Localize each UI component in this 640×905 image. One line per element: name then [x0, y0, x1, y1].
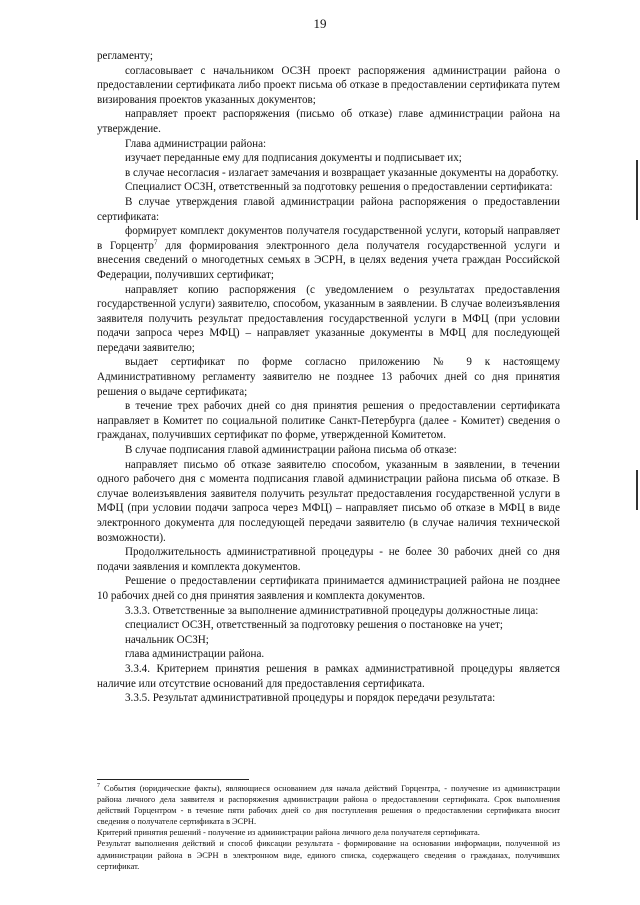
body-paragraph	[97, 458, 560, 546]
body-paragraph	[97, 633, 560, 648]
footnote-mark: 7	[97, 783, 100, 790]
footnote-item	[97, 783, 560, 827]
paragraph-text: Решение о предоставлении сертификата принимается администрацией района не позднее 10 рабочих дней со дня принятия заявления и комплекта документов.	[97, 575, 560, 602]
footnote-text: События (юридические факты), являющиеся основанием для начала действий Горцентра, - получение из администрации района личного дела заявителя и распоряжения администрации района о предоставлении сертификата. Срок выполнения действий Горцентром - в течение пяти рабочих дней со дня поступления решения о предоставлении сертификата вносит сведения о получателе сертификата в ЭСРН.	[97, 784, 560, 827]
paragraph-text: 3.3.4. Критерием принятия решения в рамках административной процедуры является наличие или отсутствие оснований для предоставления сертификата.	[97, 662, 560, 690]
page-number: 19	[313, 16, 327, 31]
paragraph-text: выдает сертификат по форме согласно приложению № 9 к настоящему Административному регламенту заявителю не позднее 13 рабочих дней со дня принятия решения о выдаче сертификата;	[97, 356, 560, 398]
body-paragraph	[97, 574, 560, 603]
scan-edge-mark	[636, 470, 638, 510]
paragraph-text: направляет письмо об отказе заявителю способом, указанным в заявлении, в течении одного рабочего дня с момента подписания главой администрации района письма об отказе. В случае волеизъявления заявителя получить результат предоставления государственной услуги в МФЦ (при условии подачи запроса через МФЦ) – направляет письмо об отказе в МФЦ в виде электронного документа для последующей передачи заявителю (в случае наличия технической возможности).	[97, 458, 560, 544]
body-paragraph	[97, 49, 560, 64]
footnote-text: Результат выполнения действий и способ фиксации результата - формирование на основании информации, полученной из администрации района в ЭСРН в электронном виде, единого списка, содержащего сведения о гражданах, получивших сертификат.	[97, 839, 560, 871]
paragraph-text: специалист ОСЗН, ответственный за подготовку решения о постановке на учет;	[125, 619, 503, 632]
body-paragraph	[97, 180, 560, 195]
paragraph-text: регламенту;	[97, 50, 153, 62]
paragraph-text: направляет копию распоряжения (с уведомлением о результатах предоставления государственной услуги) заявителю, способом, указанным в заявлении. В случае волеизъявления заявителя получить результат предоставления государственной услуги в МФЦ (при условии подачи запроса через МФЦ) – направляет указанные документы в МФЦ для последующей передачи заявителю;	[97, 283, 560, 354]
body-paragraph	[97, 283, 560, 356]
body-paragraph	[97, 195, 560, 224]
footnotes	[97, 783, 560, 872]
paragraph-text: В случае подписания главой администрации района письма об отказе:	[125, 444, 457, 457]
body-paragraph	[97, 604, 560, 619]
paragraph-text: глава администрации района.	[125, 648, 265, 661]
body-paragraph	[97, 224, 560, 282]
document-body	[97, 49, 560, 706]
paragraph-text: Глава администрации района:	[125, 137, 267, 150]
paragraph-text: направляет проект распоряжения (письмо об отказе) главе администрации района на утверждение.	[97, 108, 560, 135]
paragraph-text: Специалист ОСЗН, ответственный за подготовку решения о предоставлении сертификата:	[125, 181, 553, 194]
paragraph-text: 3.3.3. Ответственные за выполнение административной процедуры должностные лица:	[125, 604, 539, 617]
body-paragraph	[97, 64, 560, 108]
paragraph-text: начальник ОСЗН;	[125, 633, 209, 646]
body-paragraph	[97, 399, 560, 443]
body-paragraph	[97, 691, 560, 706]
footnote-item	[97, 827, 560, 838]
paragraph-text: изучает переданные ему для подписания документы и подписывает их;	[125, 152, 462, 165]
body-paragraph	[97, 355, 560, 399]
paragraph-text: в течение трех рабочих дней со дня принятия решения о предоставлении сертификата направляет в Комитет по социальной политике Санкт-Петербурга (далее - Комитет) сведения о гражданах, получивших сертификат по форме, утвержденной Комитетом.	[97, 400, 560, 442]
paragraph-text: В случае утверждения главой администрации района распоряжения о предоставлении сертификата:	[97, 195, 560, 223]
body-paragraph	[97, 107, 560, 136]
paragraph-text: формирует комплект документов получателя государственной услуги, который направляет в Горцентр	[97, 225, 560, 252]
footnote-text: Критерий принятия решений - получение из администрации района личного дела получателя сертификата.	[97, 828, 480, 838]
scan-edge-mark	[636, 160, 638, 220]
body-paragraph	[97, 137, 560, 152]
paragraph-text: 3.3.5. Результат административной процедуры и порядок передачи результата:	[125, 692, 496, 705]
body-paragraph	[97, 618, 560, 633]
paragraph-text: в случае несогласия - излагает замечания и возвращает указанные документы на доработку.	[125, 166, 559, 179]
paragraph-text: согласовывает с начальником ОСЗН проект распоряжения администрации района о предоставлении сертификата либо проект письма об отказе в предоставлении сертификата путем визирования проектов указанных документов;	[97, 64, 560, 106]
paragraph-text: Продолжительность административной процедуры - не более 30 рабочих дней со дня подачи заявления и комплекта документов.	[97, 546, 560, 573]
paragraph-text: для формирования электронного дела получателя государственной услуги и внесения сведений о многодетных семьях в ЭСРН, в целях ведения учета граждан Российской Федерации, получивших сертификат;	[97, 239, 560, 281]
body-paragraph	[97, 166, 560, 181]
body-paragraph	[97, 443, 560, 458]
body-paragraph	[97, 151, 560, 166]
footnote-item	[97, 838, 560, 871]
body-paragraph	[97, 545, 560, 574]
footnote-separator	[97, 779, 249, 780]
footnote-ref: 7	[153, 238, 158, 247]
body-paragraph	[97, 662, 560, 691]
body-paragraph	[97, 647, 560, 662]
